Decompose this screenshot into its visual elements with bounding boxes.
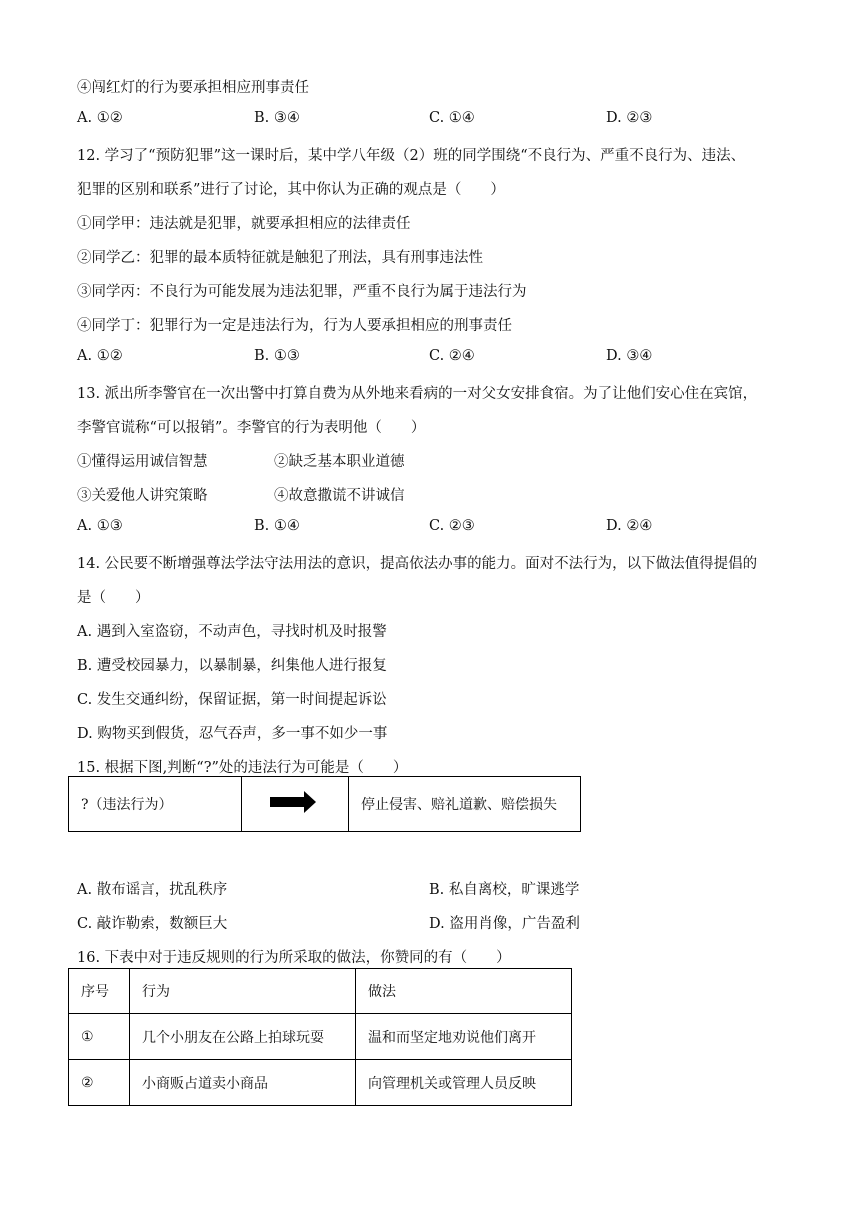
table-header-cell: 做法 bbox=[356, 969, 572, 1014]
table-header-cell: 行为 bbox=[130, 969, 356, 1014]
q15-option-c[interactable]: C. 敲诈勒索，数额巨大 bbox=[77, 916, 228, 932]
table-header-cell: 序号 bbox=[69, 969, 130, 1014]
table-cell: 温和而坚定地劝说他们离开 bbox=[356, 1014, 572, 1060]
q12-option-d[interactable]: D. ③④ bbox=[606, 348, 653, 364]
q16-stem: 16. 下表中对于违反规则的行为所采取的做法，你赞同的有（ ） bbox=[77, 950, 511, 966]
right-arrow-icon bbox=[270, 797, 306, 807]
q14-option-a[interactable]: A. 遇到入室盗窃，不动声色，寻找时机及时报警 bbox=[77, 624, 387, 640]
q14-option-b[interactable]: B. 遭受校园暴力，以暴制暴，纠集他人进行报复 bbox=[77, 658, 387, 674]
q14-stem-line-1: 14. 公民要不断增强尊法学法守法用法的意识，提高依法办事的能力。面对不法行为，以下做法值得提倡的 bbox=[77, 556, 758, 572]
q11-option-d[interactable]: D. ②③ bbox=[606, 110, 653, 126]
q15-option-b[interactable]: B. 私自离校，旷课逃学 bbox=[429, 882, 580, 898]
q11-option-c[interactable]: C. ①④ bbox=[429, 110, 475, 126]
table-cell: 几个小朋友在公路上拍球玩耍 bbox=[130, 1014, 356, 1060]
q15-diagram bbox=[68, 776, 581, 832]
table-cell: ② bbox=[69, 1060, 130, 1106]
q13-stem-line-1: 13. 派出所李警官在一次出警中打算自费为从外地来看病的一对父女安排食宿。为了让他们安心住在宾馆， bbox=[77, 386, 758, 402]
q15-diagram-left: ?（违法行为） bbox=[69, 777, 242, 832]
q11-item-4: ④闯红灯的行为要承担相应刑事责任 bbox=[77, 80, 309, 96]
table-cell: 小商贩占道卖小商品 bbox=[130, 1060, 356, 1106]
q14-stem-line-2: 是（ ） bbox=[77, 590, 150, 606]
table-row bbox=[69, 1060, 572, 1106]
q12-item-2: ②同学乙：犯罪的最本质特征就是触犯了刑法，具有刑事违法性 bbox=[77, 250, 483, 266]
q13-option-c[interactable]: C. ②③ bbox=[429, 518, 475, 534]
table-cell: ① bbox=[69, 1014, 130, 1060]
q12-option-a[interactable]: A. ①② bbox=[77, 348, 123, 364]
q12-item-1: ①同学甲：违法就是犯罪，就要承担相应的法律责任 bbox=[77, 216, 411, 232]
q13-item-2: ②缺乏基本职业道德 bbox=[274, 454, 405, 470]
q13-option-b[interactable]: B. ①④ bbox=[254, 518, 300, 534]
q14-option-d[interactable]: D. 购物买到假货，忍气吞声，多一事不如少一事 bbox=[77, 726, 388, 742]
q14-option-c[interactable]: C. 发生交通纠纷，保留证据，第一时间提起诉讼 bbox=[77, 692, 387, 708]
q12-stem-line-2: 犯罪的区别和联系”进行了讨论，其中你认为正确的观点是（ ） bbox=[77, 182, 505, 198]
q13-option-d[interactable]: D. ②④ bbox=[606, 518, 653, 534]
q11-option-b[interactable]: B. ③④ bbox=[254, 110, 300, 126]
table-row bbox=[69, 1014, 572, 1060]
q16-table bbox=[68, 968, 572, 1106]
q12-item-4: ④同学丁：犯罪行为一定是违法行为，行为人要承担相应的刑事责任 bbox=[77, 318, 512, 334]
q13-item-3: ③关爱他人讲究策略 bbox=[77, 488, 208, 504]
q15-stem: 15. 根据下图,判断“?”处的违法行为可能是（ ） bbox=[77, 760, 408, 776]
q15-diagram-arrow-cell bbox=[242, 777, 349, 832]
q13-item-4: ④故意撒谎不讲诚信 bbox=[274, 488, 405, 504]
table-header-row bbox=[69, 969, 572, 1014]
table-cell: 向管理机关或管理人员反映 bbox=[356, 1060, 572, 1106]
q15-diagram-right: 停止侵害、赔礼道歉、赔偿损失 bbox=[349, 777, 581, 832]
q15-option-a[interactable]: A. 散布谣言，扰乱秩序 bbox=[77, 882, 228, 898]
q13-option-a[interactable]: A. ①③ bbox=[77, 518, 123, 534]
q13-stem-line-2: 李警官谎称“可以报销”。李警官的行为表明他（ ） bbox=[77, 420, 426, 436]
q12-stem-line-1: 12. 学习了“预防犯罪”这一课时后，某中学八年级（2）班的同学围绕“不良行为、严重不良行为、违法、 bbox=[77, 148, 746, 164]
q11-option-a[interactable]: A. ①② bbox=[77, 110, 123, 126]
q12-option-c[interactable]: C. ②④ bbox=[429, 348, 475, 364]
q12-item-3: ③同学丙：不良行为可能发展为违法犯罪，严重不良行为属于违法行为 bbox=[77, 284, 527, 300]
q13-item-1: ①懂得运用诚信智慧 bbox=[77, 454, 208, 470]
q12-option-b[interactable]: B. ①③ bbox=[254, 348, 300, 364]
q15-option-d[interactable]: D. 盗用肖像，广告盈利 bbox=[429, 916, 580, 932]
